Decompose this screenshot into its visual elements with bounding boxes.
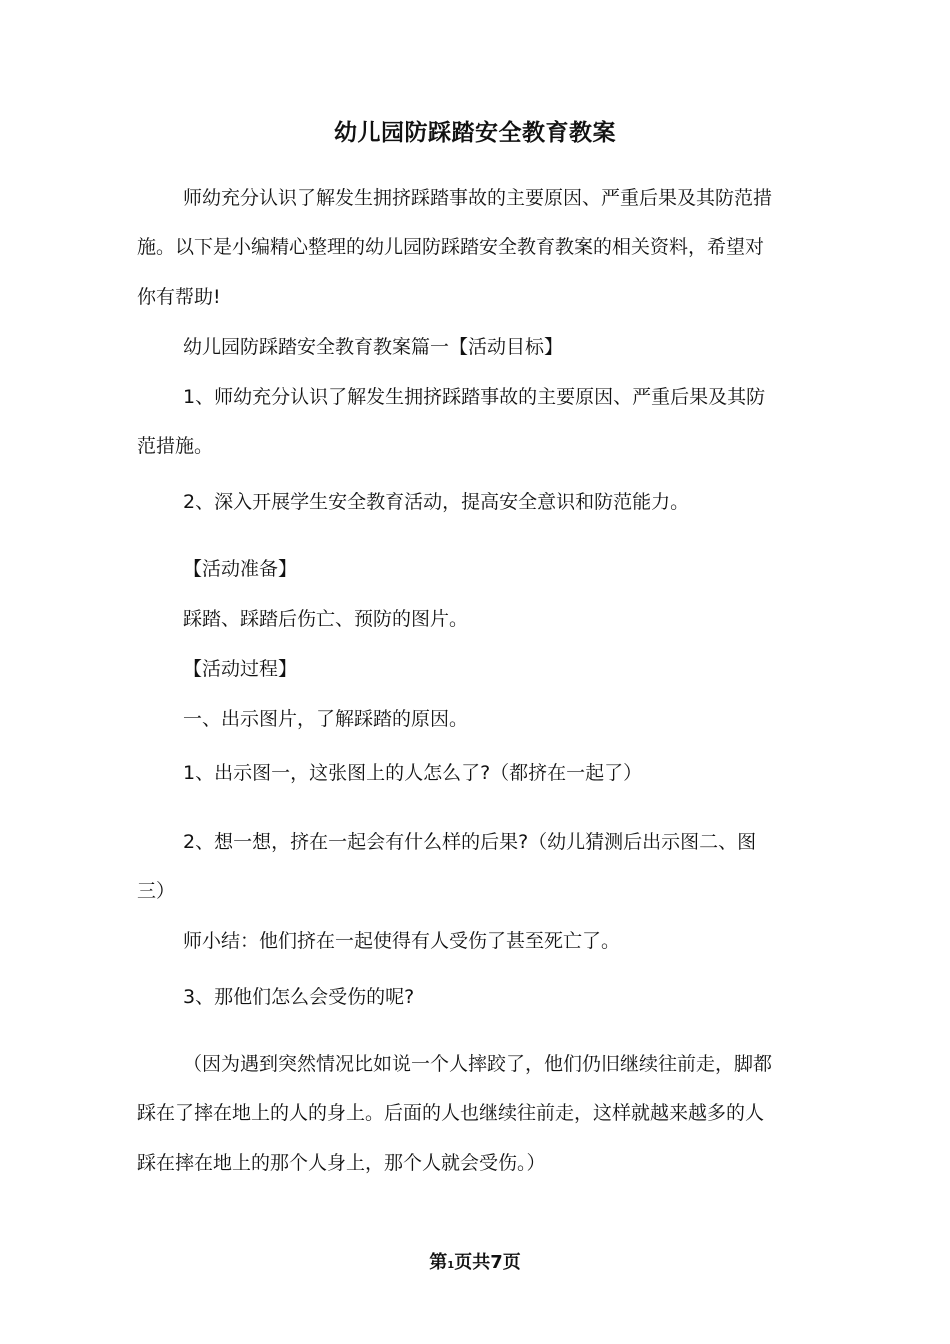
footer-total-pages: 7 <box>490 1252 503 1273</box>
intro-line-3: 你有帮助! <box>137 286 221 308</box>
prep-heading: 【活动准备】 <box>183 558 298 580</box>
goal-2: 2、深入开展学生安全教育活动，提高安全意识和防范能力。 <box>183 491 690 513</box>
page-footer <box>0 1248 950 1274</box>
footer-middle: 页共 <box>454 1252 491 1273</box>
goal-1-line-2: 范措施。 <box>137 435 214 457</box>
footer-suffix: 页 <box>502 1252 521 1273</box>
question-2-line-1: 2、想一想，挤在一起会有什么样的后果?（幼儿猜测后出示图二、图 <box>183 831 757 853</box>
question-3: 3、那他们怎么会受伤的呢? <box>183 986 415 1008</box>
prep-text: 踩踏、踩踏后伤亡、预防的图片。 <box>183 608 469 630</box>
answer-line-1: （因为遇到突然情况比如说一个人摔跤了，他们仍旧继续往前走，脚都 <box>183 1053 773 1075</box>
answer-line-3: 踩在摔在地上的那个人身上，那个人就会受伤。） <box>137 1152 546 1174</box>
footer-prefix: 第 <box>429 1252 448 1273</box>
process-heading: 【活动过程】 <box>183 658 298 680</box>
answer-line-2: 踩在了摔在地上的人的身上。后面的人也继续往前走，这样就越来越多的人 <box>137 1102 765 1124</box>
intro-line-1: 师幼充分认识了解发生拥挤踩踏事故的主要原因、严重后果及其防范措 <box>183 187 773 209</box>
question-1: 1、出示图一，这张图上的人怎么了?（都挤在一起了） <box>183 762 643 784</box>
intro-line-2: 施。以下是小编精心整理的幼儿园防踩踏安全教育教案的相关资料，希望对 <box>137 236 765 258</box>
question-2-line-2: 三） <box>137 880 176 902</box>
footer-current-page: 1 <box>447 1260 455 1271</box>
section-heading: 幼儿园防踩踏安全教育教案篇一【活动目标】 <box>183 336 564 358</box>
teacher-summary: 师小结：他们挤在一起使得有人受伤了甚至死亡了。 <box>183 930 621 952</box>
step-1-heading: 一、出示图片，了解踩踏的原因。 <box>183 708 469 730</box>
document-title: 幼儿园防踩踏安全教育教案 <box>334 120 616 146</box>
goal-1-line-1: 1、师幼充分认识了解发生拥挤踩踏事故的主要原因、严重后果及其防 <box>183 386 766 408</box>
